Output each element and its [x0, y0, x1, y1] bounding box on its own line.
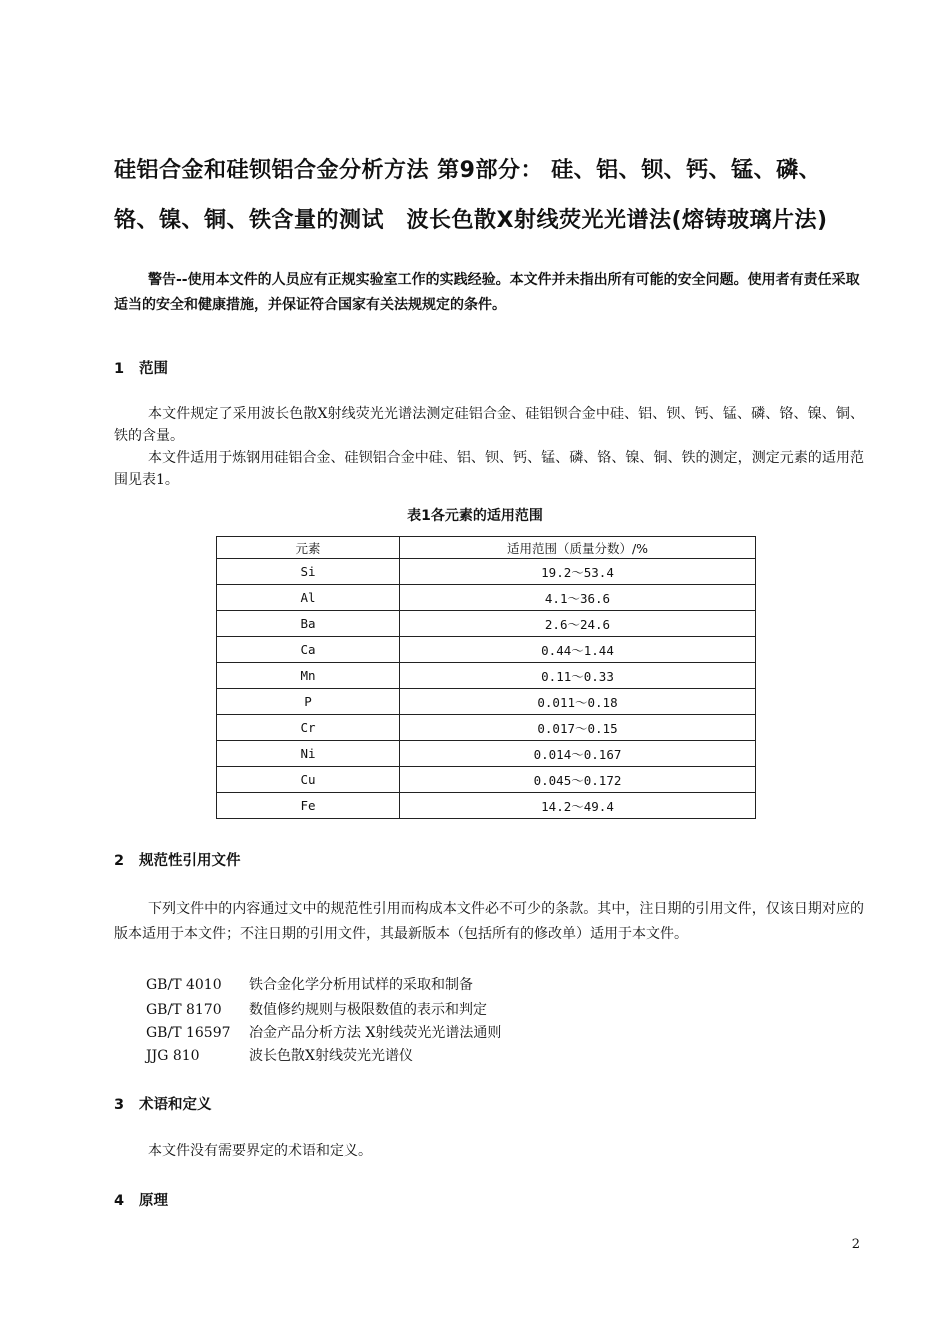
- element-cell: Al: [217, 585, 400, 611]
- table-row: [217, 741, 756, 767]
- reference-item: [146, 1022, 501, 1042]
- scope-paragraph-2: 本文件适用于炼钢用硅铝合金、硅钡铝合金中硅、铝、钡、钙、锰、磷、铬、镍、铜、铁的测定，测定元素的适用范围见表1。: [114, 450, 864, 488]
- column-header-element: 元素: [217, 537, 400, 559]
- section-4-title: 原理: [139, 1193, 168, 1209]
- normative-references-paragraph: 下列文件中的内容通过文中的规范性引用而构成本文件必不可少的条款。其中，注日期的引用文件，仅该日期对应的版本适用于本文件；不注日期的引用文件，其最新版本（包括所有的修改单）适用于本文件。: [114, 901, 864, 942]
- range-cell: 0.017～0.15: [400, 715, 756, 741]
- reference-code: JJG 810: [146, 1048, 200, 1064]
- section-3-title: 术语和定义: [139, 1097, 212, 1113]
- reference-item: [146, 999, 487, 1019]
- terms-paragraph: 本文件没有需要界定的术语和定义。: [148, 1143, 372, 1159]
- range-cell: 4.1～36.6: [400, 585, 756, 611]
- column-header-range: 适用范围（质量分数）/%: [400, 537, 756, 559]
- warning-paragraph: 警告--使用本文件的人员应有正规实验室工作的实践经验。本文件并未指出所有可能的安全问题。使用者有责任采取适当的安全和健康措施，并保证符合国家有关法规规定的条件。: [114, 272, 860, 313]
- table-row: [217, 715, 756, 741]
- range-cell: 19.2～53.4: [400, 559, 756, 585]
- page-number: 2: [851, 1237, 860, 1252]
- table-caption: 表1各元素的适用范围: [407, 508, 543, 524]
- element-cell: Ba: [217, 611, 400, 637]
- element-cell: Fe: [217, 793, 400, 819]
- reference-title: 铁合金化学分析用试样的采取和制备: [249, 977, 473, 993]
- table-row: [217, 559, 756, 585]
- reference-item: [146, 974, 473, 994]
- element-cell: Ca: [217, 637, 400, 663]
- section-4-number: 4: [114, 1193, 125, 1209]
- range-cell: 0.44～1.44: [400, 637, 756, 663]
- element-cell: Si: [217, 559, 400, 585]
- table-row: [217, 767, 756, 793]
- range-cell: 14.2～49.4: [400, 793, 756, 819]
- document-title-line-2: 铬、镍、铜、铁含量的测试 波长色散X射线荧光光谱法(熔铸玻璃片法): [114, 208, 828, 233]
- section-3-number: 3: [114, 1097, 125, 1113]
- section-2-number: 2: [114, 853, 125, 869]
- reference-item: [146, 1045, 413, 1065]
- range-cell: 0.045～0.172: [400, 767, 756, 793]
- table-row: [217, 585, 756, 611]
- table-row: [217, 611, 756, 637]
- reference-code: GB/T 8170: [146, 1002, 222, 1018]
- range-cell: 2.6～24.6: [400, 611, 756, 637]
- table-row: [217, 689, 756, 715]
- reference-title: 冶金产品分析方法 X射线荧光光谱法通则: [249, 1025, 502, 1041]
- element-cell: P: [217, 689, 400, 715]
- table-header-row: [217, 537, 756, 559]
- reference-code: GB/T 16597: [146, 1025, 231, 1041]
- section-3-heading: [114, 1093, 212, 1114]
- table-row: [217, 793, 756, 819]
- reference-title: 波长色散X射线荧光光谱仪: [249, 1048, 413, 1064]
- section-1-title: 范围: [139, 361, 168, 377]
- element-cell: Cu: [217, 767, 400, 793]
- section-4-heading: [114, 1189, 168, 1210]
- section-1-heading: [114, 357, 168, 378]
- reference-code: GB/T 4010: [146, 977, 222, 993]
- table-row: [217, 663, 756, 689]
- element-cell: Cr: [217, 715, 400, 741]
- table-row: [217, 637, 756, 663]
- element-cell: Mn: [217, 663, 400, 689]
- range-cell: 0.014～0.167: [400, 741, 756, 767]
- reference-title: 数值修约规则与极限数值的表示和判定: [249, 1002, 487, 1018]
- element-cell: Ni: [217, 741, 400, 767]
- document-title-line-1: 硅铝合金和硅钡铝合金分析方法 第9部分： 硅、铝、钡、钙、锰、磷、: [114, 158, 822, 183]
- section-2-heading: [114, 849, 241, 870]
- section-1-number: 1: [114, 361, 125, 377]
- scope-paragraph-1: 本文件规定了采用波长色散X射线荧光光谱法测定硅铝合金、硅铝钡合金中硅、铝、钡、钙、锰、磷、铬、镍、铜、铁的含量。: [114, 406, 864, 444]
- range-cell: 0.11～0.33: [400, 663, 756, 689]
- section-2-title: 规范性引用文件: [139, 853, 241, 869]
- range-cell: 0.011～0.18: [400, 689, 756, 715]
- element-range-table: [216, 536, 756, 819]
